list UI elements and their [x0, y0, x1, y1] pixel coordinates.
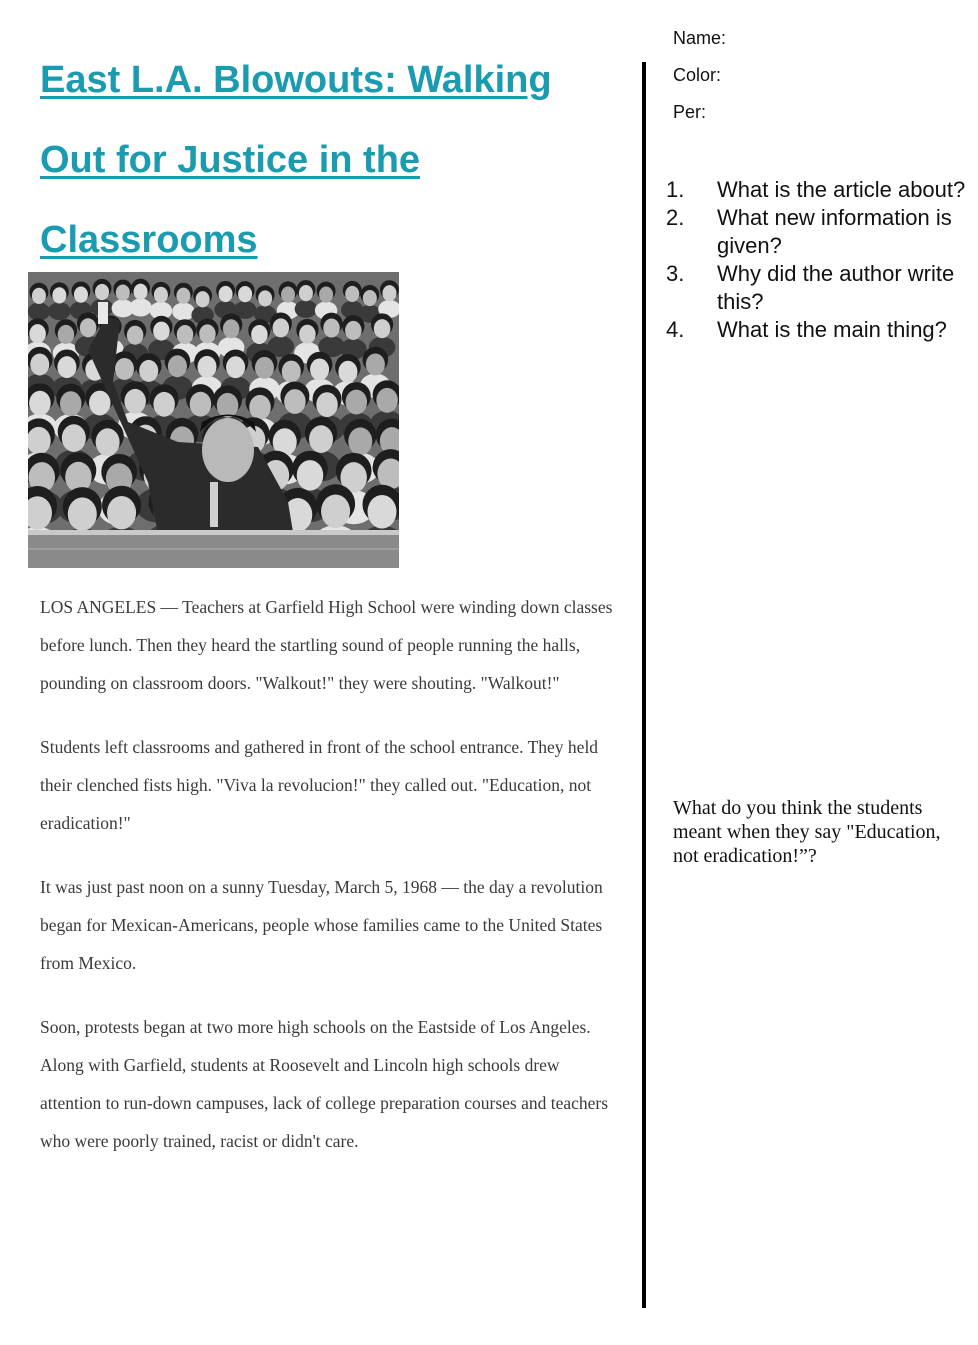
question-item: [666, 204, 966, 260]
question-item: [666, 260, 966, 316]
article-paragraph-3: It was just past noon on a sunny Tuesday, March 5, 1968 — the day a revolution began for Mexican-Americans, people whose families came to the United States from Mexico.: [40, 877, 603, 973]
question-text: What new information is given?: [717, 205, 952, 258]
question-item: [666, 316, 966, 344]
article-body: [40, 588, 620, 1186]
question-item: [666, 176, 966, 204]
question-number: 2.: [666, 205, 685, 230]
protest-photo-illustration: [28, 272, 399, 568]
question-text: What is the main thing?: [717, 317, 947, 342]
article-paragraph-1: LOS ANGELES — Teachers at Garfield High School were winding down classes before lunch. Then they heard the startling sound of people running the halls, pounding on classroom doors. "Walkout!" they were shouting. "Walkout!": [40, 597, 613, 693]
question-text: Why did the author write this?: [717, 261, 955, 314]
student-info-fields: [673, 24, 726, 135]
reading-questions: [666, 176, 966, 344]
question-number: 4.: [666, 317, 685, 342]
discussion-prompt: What do you think the students meant when they say "Education, not eradication!”?: [673, 797, 941, 867]
period-field-label[interactable]: Per:: [673, 102, 707, 122]
column-divider: [642, 62, 646, 1308]
question-number: 3.: [666, 261, 685, 286]
color-field-label[interactable]: Color:: [673, 65, 722, 85]
article-paragraph-4: Soon, protests began at two more high schools on the Eastside of Los Angeles. Along with Garfield, students at Roosevelt and Lincoln high schools drew attention to run-down campuses, lack of college preparation courses and teachers who were poorly trained, racist or didn't care.: [40, 1017, 609, 1151]
question-number: 1.: [666, 177, 685, 202]
name-field-label[interactable]: Name:: [673, 28, 727, 48]
question-text: What is the article about?: [717, 177, 966, 202]
article-paragraph-2: Students left classrooms and gathered in front of the school entrance. They held their clenched fists high. "Viva la revolucion!" they called out. "Education, not eradication!": [40, 737, 599, 833]
protest-photo: [28, 272, 399, 568]
article-title[interactable]: East L.A. Blowouts: Walking Out for Justice in the Classrooms: [40, 59, 552, 261]
